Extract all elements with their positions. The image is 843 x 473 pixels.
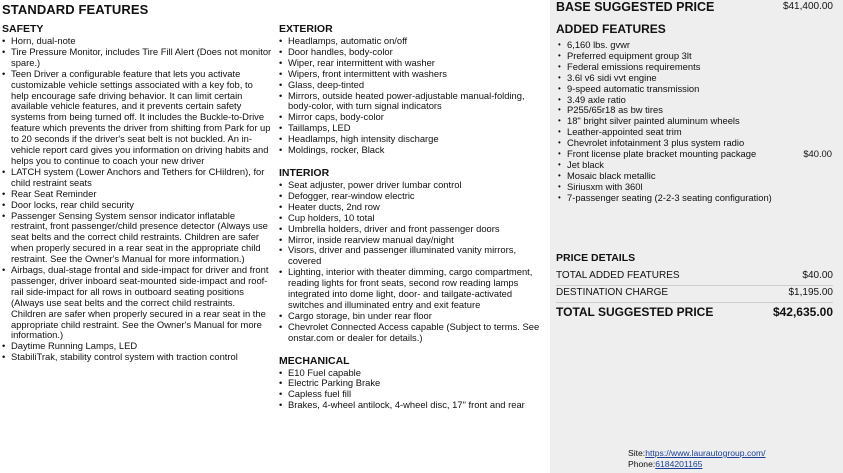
phone-label: Phone: <box>628 459 656 469</box>
feature-item: • Mirrors, outside heated power-adjustable manual-folding, body-color, with turn signal indicators <box>277 91 545 113</box>
total-price-label: TOTAL SUGGESTED PRICE <box>556 305 714 319</box>
added-feature-label: 18" bright silver painted aluminum wheels <box>567 115 740 127</box>
total-price-row <box>556 304 833 320</box>
feature-item: • Daytime Running Lamps, LED <box>0 341 272 352</box>
feature-item: • Lighting, interior with theater dimming, cargo compartment, reading lights for front seats, second row reading lamps integrated into dome light, door- and tailgate-activated switches and illuminated entry and exit feature <box>277 267 545 311</box>
site-label: Site: <box>628 448 646 458</box>
feature-item: • StabiliTrak, stability control system with traction control <box>0 352 272 363</box>
mechanical-title: MECHANICAL <box>279 354 350 367</box>
feature-item: • Wipers, front intermittent with washers <box>277 69 545 80</box>
interior-list <box>277 180 545 344</box>
feature-item: • Airbags, dual-stage frontal and side-impact for driver and front passenger, driver inboard seat-mounted side-impact and roof-rail side-impact for all rows in outboard seating positions (Always use seat belts and the correct child restraints. Children are safer when properly secured in a rear seat in the appropriate child restraint. See the Owner's Manual for more information.) <box>0 265 272 341</box>
feature-item: • Door handles, body-color <box>277 47 545 58</box>
added-feature-label: P255/65r18 as bw tires <box>567 104 663 116</box>
destination-label: DESTINATION CHARGE <box>556 287 669 298</box>
added-feature-label: Siriusxm with 360l <box>567 180 643 192</box>
feature-item: • Mirror caps, body-color <box>277 112 545 123</box>
added-features-list <box>556 40 836 204</box>
feature-item: • Visors, driver and passenger illuminated vanity mirrors, covered <box>277 245 545 267</box>
added-feature-label: 3.49 axle ratio <box>567 93 626 105</box>
feature-item: • Mirror, inside rearview manual day/night <box>277 235 545 246</box>
added-feature-item <box>556 193 836 204</box>
added-feature-label: Mosaic black metallic <box>567 169 656 181</box>
feature-item: • Defogger, rear-window electric <box>277 191 545 202</box>
feature-item: • Glass, deep-tinted <box>277 80 545 91</box>
pricing-panel <box>550 0 843 473</box>
base-price-label: BASE SUGGESTED PRICE <box>556 0 715 14</box>
phone-link[interactable]: 6184201165 <box>655 459 703 469</box>
feature-item: • Umbrella holders, driver and front passenger doors <box>277 224 545 235</box>
feature-item: • Tire Pressure Monitor, includes Tire Fill Alert (Does not monitor spare.) <box>0 47 272 69</box>
dealer-footer <box>628 448 766 470</box>
mechanical-list <box>277 368 545 412</box>
total-added-row <box>556 269 833 286</box>
column-middle <box>277 23 545 411</box>
feature-item: • Rear Seat Reminder <box>0 189 272 200</box>
added-feature-label: Leather-appointed seat trim <box>567 126 682 138</box>
feature-item: • Heater ducts, 2nd row <box>277 202 545 213</box>
feature-item: • Headlamps, automatic on/off <box>277 36 545 47</box>
price-details-title: PRICE DETAILS <box>556 252 636 264</box>
feature-item: • Moldings, rocker, Black <box>277 145 545 156</box>
added-feature-label: Federal emissions requirements <box>567 60 701 72</box>
added-feature-label: 9-speed automatic transmission <box>567 82 700 94</box>
phone-line <box>628 459 766 470</box>
feature-item: • Horn, dual-note <box>0 36 272 47</box>
feature-item: • Taillamps, LED <box>277 123 545 134</box>
added-feature-price: $40.00 <box>803 148 832 160</box>
feature-item: • E10 Fuel capable <box>277 368 545 379</box>
feature-item: • Cargo storage, bin under rear floor <box>277 311 545 322</box>
column-left <box>0 23 272 363</box>
added-feature-label: Chevrolet infotainment 3 plus system radio <box>567 137 745 149</box>
feature-item: • Cup holders, 10 total <box>277 213 545 224</box>
total-added-value: $40.00 <box>802 270 833 281</box>
safety-list <box>0 36 272 363</box>
safety-title: SAFETY <box>2 23 44 35</box>
feature-item: • Headlamps, high intensity discharge <box>277 134 545 145</box>
feature-item: • Chevrolet Connected Access capable (Subject to terms. See onstar.com or dealer for details.) <box>277 322 545 344</box>
site-link[interactable]: https://www.laurautogroup.com/ <box>645 448 766 458</box>
interior-title: INTERIOR <box>279 166 330 179</box>
feature-item: • Electric Parking Brake <box>277 378 545 389</box>
total-added-label: TOTAL ADDED FEATURES <box>556 270 680 281</box>
destination-value: $1,195.00 <box>788 287 833 298</box>
added-feature-label: 6,160 lbs. gvwr <box>567 39 631 50</box>
added-feature-label: Front license plate bracket mounting package <box>567 148 757 160</box>
base-price-value: $41,400.00 <box>782 1 833 12</box>
feature-item: • Capless fuel fill <box>277 389 545 400</box>
total-price-value: $42,635.00 <box>772 305 833 319</box>
feature-item: • Passenger Sensing System sensor indicator inflatable restraint, front passenger/child presence detector (Always use seat belts and the correct child restraints. Children are safer when properly secured in a rear seat in the appropriate child restraint. See the Owner's Manual for more information.) <box>0 211 272 266</box>
added-features-title: ADDED FEATURES <box>556 22 666 36</box>
added-feature-label: 7-passenger seating (2-2-3 seating configuration) <box>567 191 772 203</box>
added-feature-label: Preferred equipment group 3lt <box>567 49 692 61</box>
site-line <box>628 448 766 459</box>
standard-features-title: STANDARD FEATURES <box>2 2 149 17</box>
feature-item: • Door locks, rear child security <box>0 200 272 211</box>
base-price-row <box>556 0 833 16</box>
added-feature-label: Jet black <box>567 158 604 170</box>
destination-row <box>556 286 833 303</box>
feature-item: • Brakes, 4-wheel antilock, 4-wheel disc, 17" front and rear <box>277 400 545 411</box>
feature-item: • LATCH system (Lower Anchors and Tethers for CHildren), for child restraint seats <box>0 167 272 189</box>
feature-item: • Teen Driver a configurable feature that lets you activate customizable vehicle settings associated with a key fob, to help encourage safe driving behavior. It can limit certain available vehicle features, and it prevents certain safety systems from being turned off. It includes the Buckle-to-Drive feature which prevents the driver from shifting from Park for up to 20 seconds if the driver's seat belt is not buckled. An in-vehicle report card gives you information on driving habits and helps you to continue to coach your new driver <box>0 69 272 167</box>
exterior-title: EXTERIOR <box>279 23 333 35</box>
feature-item: • Wiper, rear intermittent with washer <box>277 58 545 69</box>
added-feature-label: 3.6l v6 sidi vvt engine <box>567 71 657 83</box>
exterior-list <box>277 36 545 156</box>
feature-item: • Seat adjuster, power driver lumbar control <box>277 180 545 191</box>
